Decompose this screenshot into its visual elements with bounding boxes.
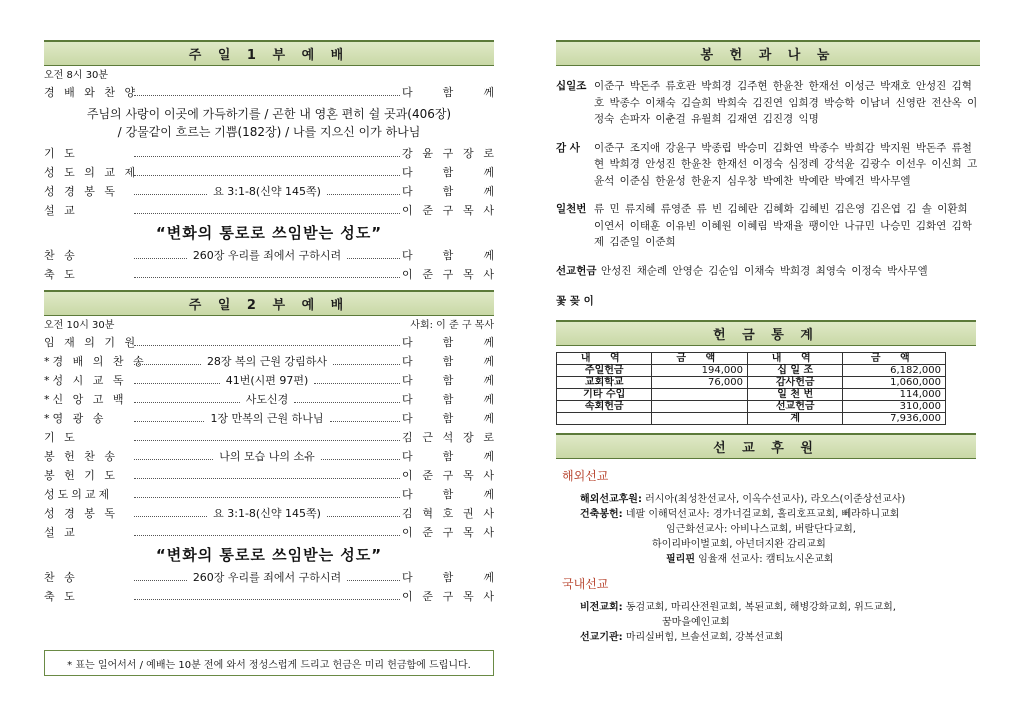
leader-dots <box>134 599 400 600</box>
tally-amount-cell <box>652 388 747 400</box>
order-leader-char: 로 <box>483 431 494 444</box>
order-leader-char: 준 <box>422 268 433 281</box>
order-leader-char: 구 <box>442 526 454 539</box>
mission-offering-block <box>556 263 980 280</box>
tally-amount-cell: 6,182,000 <box>843 364 946 376</box>
order-row <box>44 265 494 284</box>
order-leader-char: 다 <box>402 412 413 425</box>
order-leader-char: 께 <box>483 86 494 99</box>
order-row <box>44 504 494 523</box>
missions-title: 선 교 후 원 <box>713 440 819 456</box>
tally-row <box>557 376 946 388</box>
order-row <box>44 144 494 163</box>
leader-dots <box>134 364 201 365</box>
order-leader-char: 윤 <box>422 147 433 160</box>
order-leader <box>402 371 494 390</box>
tally-amount-cell: 76,000 <box>652 376 747 388</box>
order-leader-char: 께 <box>483 355 494 368</box>
domestic-missions-title: 국내선교 <box>562 576 609 591</box>
order-leader-char: 함 <box>442 185 454 198</box>
order-label: 성 경 봉 독 <box>44 507 118 520</box>
tally-item-cell: 십 일 조 <box>747 364 842 376</box>
order-label: *경 배 의 찬 송 <box>44 355 147 368</box>
order-leader-char: 근 <box>422 431 433 444</box>
order-label: 찬 송 <box>44 571 78 584</box>
order-leader-char: 혁 <box>422 507 433 520</box>
leader-dots <box>134 516 207 517</box>
leader-dots <box>134 213 400 214</box>
mission-line <box>556 522 980 537</box>
mission-line-text: 꿈마을예인교회 <box>662 616 730 628</box>
order-leader-char: 사 <box>483 590 494 603</box>
tally-row <box>557 412 946 424</box>
order-label: *신 앙 고 백 <box>44 393 127 406</box>
flowers-label: 꽃 꽂 이 <box>556 295 594 307</box>
order-leader-char: 이 <box>402 268 413 281</box>
tally-item-cell: 주일헌금 <box>557 364 652 376</box>
order-leader-char: 다 <box>402 450 413 463</box>
service1-time: 오전 8시 30분 <box>44 70 109 81</box>
mission-line-label: 해외선교후원: <box>580 493 642 505</box>
order-leader-char: 께 <box>483 450 494 463</box>
mission-line-label: 건축봉헌: <box>580 508 623 520</box>
order-leader-char: 함 <box>442 249 454 262</box>
order-leader-char: 께 <box>483 185 494 198</box>
order-label: 축 도 <box>44 268 78 281</box>
order-leader-char: 권 <box>462 507 474 520</box>
right-column <box>556 40 980 645</box>
order-leader <box>402 466 494 485</box>
order-detail: 사도신경 <box>245 393 289 406</box>
mission-line-text: 네팔 이해덕선교사: 경가너걸교회, 홀리호프교회, 뻬라하니교회 <box>622 508 900 520</box>
mission-line <box>556 630 980 645</box>
leader-dots <box>134 421 204 422</box>
order-leader-char: 이 <box>402 526 413 539</box>
leader-dots <box>134 402 240 403</box>
order-detail: 41번(시편 97편) <box>225 374 309 387</box>
order-leader-char: 목 <box>462 526 474 539</box>
mission-line-text: 마리실버힘, 브솔선교회, 강복선교회 <box>622 631 784 643</box>
service2-meta <box>44 319 494 333</box>
tithe-label: 십일조 <box>556 80 587 92</box>
mission-line <box>556 492 980 507</box>
order-leader-char: 함 <box>442 393 454 406</box>
leader-dots <box>134 194 207 195</box>
order-row <box>44 246 494 265</box>
order-leader-char: 김 <box>402 507 413 520</box>
leader-dots <box>333 364 400 365</box>
leader-dots <box>294 402 400 403</box>
tally-col-item: 내 역 <box>747 352 842 364</box>
leader-dots <box>134 459 213 460</box>
order-detail: 28장 복의 근원 강림하사 <box>206 355 328 368</box>
mission-line <box>556 507 980 522</box>
order-leader <box>402 265 494 284</box>
order-leader-char: 김 <box>402 431 413 444</box>
order-label: 봉 헌 기 도 <box>44 469 118 482</box>
tally-col-amount: 금 액 <box>652 352 747 364</box>
service2-order-top <box>44 333 494 542</box>
praise-songs-line2: / 강물같이 흐르는 기쁨(182장) / 나를 지으신 이가 하나님 <box>117 125 421 139</box>
leader-dots <box>134 277 400 278</box>
tally-row <box>557 364 946 376</box>
order-row <box>44 390 494 409</box>
order-row <box>44 587 494 606</box>
tally-amount-cell: 310,000 <box>843 400 946 412</box>
footnote-text: * 표는 일어서서 / 예배는 10분 전에 와서 정성스럽게 드리고 헌금은 미리 헌금함에 드립니다. <box>67 659 471 671</box>
order-leader <box>402 485 494 504</box>
order-detail: 요 3:1-8(신약 145쪽) <box>213 185 321 198</box>
mission-line-text: 임율재 선교사: 캠티뇨시온교회 <box>694 553 834 565</box>
order-row <box>44 523 494 542</box>
mission-line-text: 임근화선교사: 아비나스교회, 버랄단다교회, <box>666 523 856 535</box>
tally-header-row <box>557 352 946 364</box>
thanks-label: 감 사 <box>556 141 580 154</box>
tithe-names: 이준구 박돈주 류호관 박희경 김주현 한윤찬 한재선 이성근 박재호 안성진 김혁호 박종수 이채숙 김슬희 박희숙 김진연 임희경 박승학 이남녀 신영란 전산옥 이정숙 손파자 이춘걸 유월희 김재연 김진경 익명 <box>594 80 978 125</box>
footnote <box>44 650 494 676</box>
order-leader <box>402 587 494 606</box>
order-leader <box>402 83 494 102</box>
leader-dots <box>321 459 400 460</box>
order-leader-char: 목 <box>462 204 474 217</box>
mission-line <box>556 600 980 615</box>
overseas-missions-list <box>556 492 980 567</box>
service1-order-mid <box>44 144 494 220</box>
leader-dots <box>134 383 220 384</box>
mission-line-text: 하이리바이벌교회, 아넌더지완 감리교회 <box>652 538 826 550</box>
order-label: *영 광 송 <box>44 412 107 425</box>
missions-header <box>556 433 976 459</box>
order-detail: 요 3:1-8(신약 145쪽) <box>213 507 321 520</box>
order-leader-char: 준 <box>422 469 433 482</box>
order-leader-char: 장 <box>462 431 474 444</box>
leader-dots <box>134 497 400 498</box>
service2-sermon-title: “변화의 통로로 쓰임받는 성도” <box>155 546 383 564</box>
order-label: *성 시 교 독 <box>44 374 127 387</box>
leader-dots <box>134 156 400 157</box>
service1-title: 주 일 1 부 예 배 <box>188 48 350 63</box>
service1-order-top <box>44 83 494 102</box>
order-leader-char: 께 <box>483 393 494 406</box>
service1-sermon-title: “변화의 통로로 쓰임받는 성도” <box>155 224 383 242</box>
order-leader <box>402 504 494 523</box>
tally-item-cell: 계 <box>747 412 842 424</box>
order-leader-char: 께 <box>483 488 494 501</box>
order-leader-char: 사 <box>483 507 494 520</box>
mission-offering-names: 안성진 채순례 안영순 김순임 이채숙 박희경 최영숙 이정숙 박사무엘 <box>601 264 928 277</box>
order-leader-char: 사 <box>483 526 494 539</box>
order-leader-char: 준 <box>422 590 433 603</box>
leader-dots <box>134 478 400 479</box>
order-leader <box>402 201 494 220</box>
order-leader-char: 준 <box>422 526 433 539</box>
order-label: 축 도 <box>44 590 78 603</box>
order-label: 기 도 <box>44 431 78 444</box>
weekly-names: 류 민 류지혜 류영준 류 빈 김혜란 김혜화 김혜빈 김은영 김은엽 김 솔 이환희 이연서 이태훈 이유빈 이혜원 이혜림 박재율 팽이안 나규민 나승민 김화연 김학제 김준일 이준희 <box>594 203 972 248</box>
order-leader-char: 함 <box>442 488 454 501</box>
tally-item-cell <box>557 412 652 424</box>
service1-order-bottom <box>44 246 494 284</box>
order-leader-char: 다 <box>402 166 413 179</box>
left-column <box>44 40 494 606</box>
service1-meta <box>44 69 494 83</box>
flowers-block <box>556 293 980 310</box>
tally-item-cell: 교회학교 <box>557 376 652 388</box>
order-leader-char: 이 <box>402 469 413 482</box>
order-leader-char: 께 <box>483 336 494 349</box>
leader-dots <box>134 345 400 346</box>
order-leader-char: 강 <box>402 147 413 160</box>
weekly-block <box>556 201 980 251</box>
praise-songs <box>44 105 494 141</box>
order-row <box>44 409 494 428</box>
order-leader <box>402 428 494 447</box>
mission-line-label: 필리핀 <box>666 553 695 565</box>
order-leader-char: 다 <box>402 571 413 584</box>
leader-dots <box>314 383 400 384</box>
order-row <box>44 371 494 390</box>
tally-amount-cell: 194,000 <box>652 364 747 376</box>
order-leader-char: 준 <box>422 204 433 217</box>
order-label: 경 배 와 찬 양 <box>44 86 139 99</box>
order-leader-char: 께 <box>483 374 494 387</box>
leader-dots <box>327 516 400 517</box>
tally-header <box>556 320 976 346</box>
mission-line-label: 비전교회: <box>580 601 623 613</box>
order-row <box>44 182 494 201</box>
tally-amount-cell <box>652 412 747 424</box>
order-leader-char: 함 <box>442 355 454 368</box>
order-row <box>44 352 494 371</box>
order-leader-char: 호 <box>442 507 454 520</box>
order-row <box>44 466 494 485</box>
leader-dots <box>134 535 400 536</box>
order-leader-char: 목 <box>462 268 474 281</box>
order-leader-char: 구 <box>442 147 454 160</box>
order-leader <box>402 144 494 163</box>
order-leader-char: 다 <box>402 488 413 501</box>
order-leader-char: 함 <box>442 374 454 387</box>
order-row <box>44 201 494 220</box>
service1-header <box>44 40 494 66</box>
order-leader-char: 사 <box>483 204 494 217</box>
order-leader-char: 다 <box>402 355 413 368</box>
order-row <box>44 163 494 182</box>
order-label: 성도의교제 <box>44 488 113 501</box>
order-leader-char: 께 <box>483 249 494 262</box>
order-leader-char: 로 <box>483 147 494 160</box>
leader-dots <box>134 580 187 581</box>
order-leader <box>402 246 494 265</box>
tally-item-cell: 속회헌금 <box>557 400 652 412</box>
mission-line <box>556 552 980 567</box>
tally-amount-cell: 114,000 <box>843 388 946 400</box>
thanks-block <box>556 140 980 190</box>
order-leader-char: 다 <box>402 185 413 198</box>
order-leader-char: 께 <box>483 571 494 584</box>
order-leader <box>402 409 494 428</box>
overseas-missions-title: 해외선교 <box>562 468 609 483</box>
order-label: 임 재 의 기 원 <box>44 336 139 349</box>
order-label: 설 교 <box>44 526 78 539</box>
order-leader-char: 다 <box>402 374 413 387</box>
tally-row <box>557 400 946 412</box>
tally-amount-cell: 1,060,000 <box>843 376 946 388</box>
service2-order-bottom <box>44 568 494 606</box>
order-detail: 260장 우리를 죄에서 구하시려 <box>192 249 342 262</box>
tally-item-cell: 선교헌금 <box>747 400 842 412</box>
praise-songs-line1: 주님의 사랑이 이곳에 가득하기를 / 곤한 내 영혼 편히 쉴 곳과(406장) <box>86 107 452 121</box>
service2-host: 사회: 이 준 구 목사 <box>410 320 494 331</box>
leader-dots <box>134 175 400 176</box>
order-row <box>44 447 494 466</box>
order-leader-char: 장 <box>462 147 474 160</box>
leader-dots <box>327 194 400 195</box>
order-row <box>44 83 494 102</box>
order-leader <box>402 447 494 466</box>
tally-col-amount: 금 액 <box>843 352 946 364</box>
order-leader <box>402 333 494 352</box>
order-leader-char: 석 <box>442 431 454 444</box>
tally-item-cell: 기타 수입 <box>557 388 652 400</box>
order-leader-char: 사 <box>483 268 494 281</box>
order-leader <box>402 390 494 409</box>
order-leader-char: 함 <box>442 166 454 179</box>
leader-dots <box>347 258 400 259</box>
order-leader <box>402 568 494 587</box>
leader-dots <box>347 580 400 581</box>
order-leader-char: 목 <box>462 590 474 603</box>
thanks-names: 이준구 조지애 강윤구 박종립 박승미 김화연 박종수 박희감 박지원 박돈주 류철현 박희경 안성진 한윤찬 한재선 이정숙 심정례 강석윤 김광수 이선우 이신희 고윤석 이준심 한윤성 한윤지 심우창 박예찬 박예란 박예건 박사무엘 <box>594 141 978 187</box>
tally-amount-cell: 7,936,000 <box>843 412 946 424</box>
weekly-label: 일천번 <box>556 203 587 215</box>
order-leader-char: 다 <box>402 249 413 262</box>
domestic-missions-list <box>556 600 980 645</box>
order-leader-char: 께 <box>483 166 494 179</box>
order-label: 설 교 <box>44 204 78 217</box>
order-leader-char: 목 <box>462 469 474 482</box>
order-leader-char: 함 <box>442 450 454 463</box>
order-label: 봉 헌 찬 송 <box>44 450 118 463</box>
order-label: 찬 송 <box>44 249 78 262</box>
order-detail: 260장 우리를 죄에서 구하시려 <box>192 571 342 584</box>
tally-col-item: 내 역 <box>557 352 652 364</box>
tally-row <box>557 388 946 400</box>
mission-line-text: 러시아(최성찬선교사, 이옥수선교사), 라오스(이준상선교사) <box>641 493 906 505</box>
order-leader-char: 이 <box>402 590 413 603</box>
order-leader-char: 함 <box>442 336 454 349</box>
order-leader-char: 함 <box>442 86 454 99</box>
order-label: 성 경 봉 독 <box>44 185 118 198</box>
order-label: 성 도 의 교 제 <box>44 166 139 179</box>
tithe-block <box>556 78 980 128</box>
order-row <box>44 568 494 587</box>
order-leader-char: 다 <box>402 393 413 406</box>
tally-amount-cell <box>652 400 747 412</box>
order-leader-char: 이 <box>402 204 413 217</box>
service2-header <box>44 290 494 316</box>
order-row <box>44 428 494 447</box>
order-leader-char: 구 <box>442 204 454 217</box>
tally-item-cell: 일 천 번 <box>747 388 842 400</box>
order-detail: 1장 만복의 근원 하나님 <box>210 412 324 425</box>
order-leader-char: 구 <box>442 590 454 603</box>
order-leader <box>402 352 494 371</box>
order-detail: 나의 모습 나의 소유 <box>219 450 315 463</box>
order-row <box>44 333 494 352</box>
mission-line-label: 선교기관: <box>580 631 623 643</box>
mission-line <box>556 615 980 630</box>
mission-line <box>556 537 980 552</box>
service2-title: 주 일 2 부 예 배 <box>188 298 350 313</box>
order-leader-char: 구 <box>442 268 454 281</box>
order-leader-char: 구 <box>442 469 454 482</box>
offering-header <box>556 40 980 66</box>
offering-title: 봉 헌 과 나 눔 <box>700 48 836 63</box>
mission-line-text: 동검교회, 마리산전원교회, 복된교회, 해병강화교회, 위드교회, <box>622 601 896 613</box>
leader-dots <box>134 95 400 96</box>
mission-offering-label: 선교헌금 <box>556 264 597 277</box>
tally-title: 헌 금 통 계 <box>713 327 819 343</box>
offering-tally-table <box>556 352 946 425</box>
order-leader <box>402 523 494 542</box>
order-label: 기 도 <box>44 147 78 160</box>
order-leader-char: 께 <box>483 412 494 425</box>
order-leader-char: 함 <box>442 412 454 425</box>
order-leader-char: 다 <box>402 336 413 349</box>
order-leader <box>402 163 494 182</box>
order-leader-char: 사 <box>483 469 494 482</box>
order-row <box>44 485 494 504</box>
order-leader-char: 함 <box>442 571 454 584</box>
leader-dots <box>134 258 187 259</box>
leader-dots <box>330 421 400 422</box>
leader-dots <box>134 440 400 441</box>
order-leader <box>402 182 494 201</box>
order-leader-char: 다 <box>402 86 413 99</box>
tally-item-cell: 감사헌금 <box>747 376 842 388</box>
service2-time: 오전 10시 30분 <box>44 320 115 331</box>
